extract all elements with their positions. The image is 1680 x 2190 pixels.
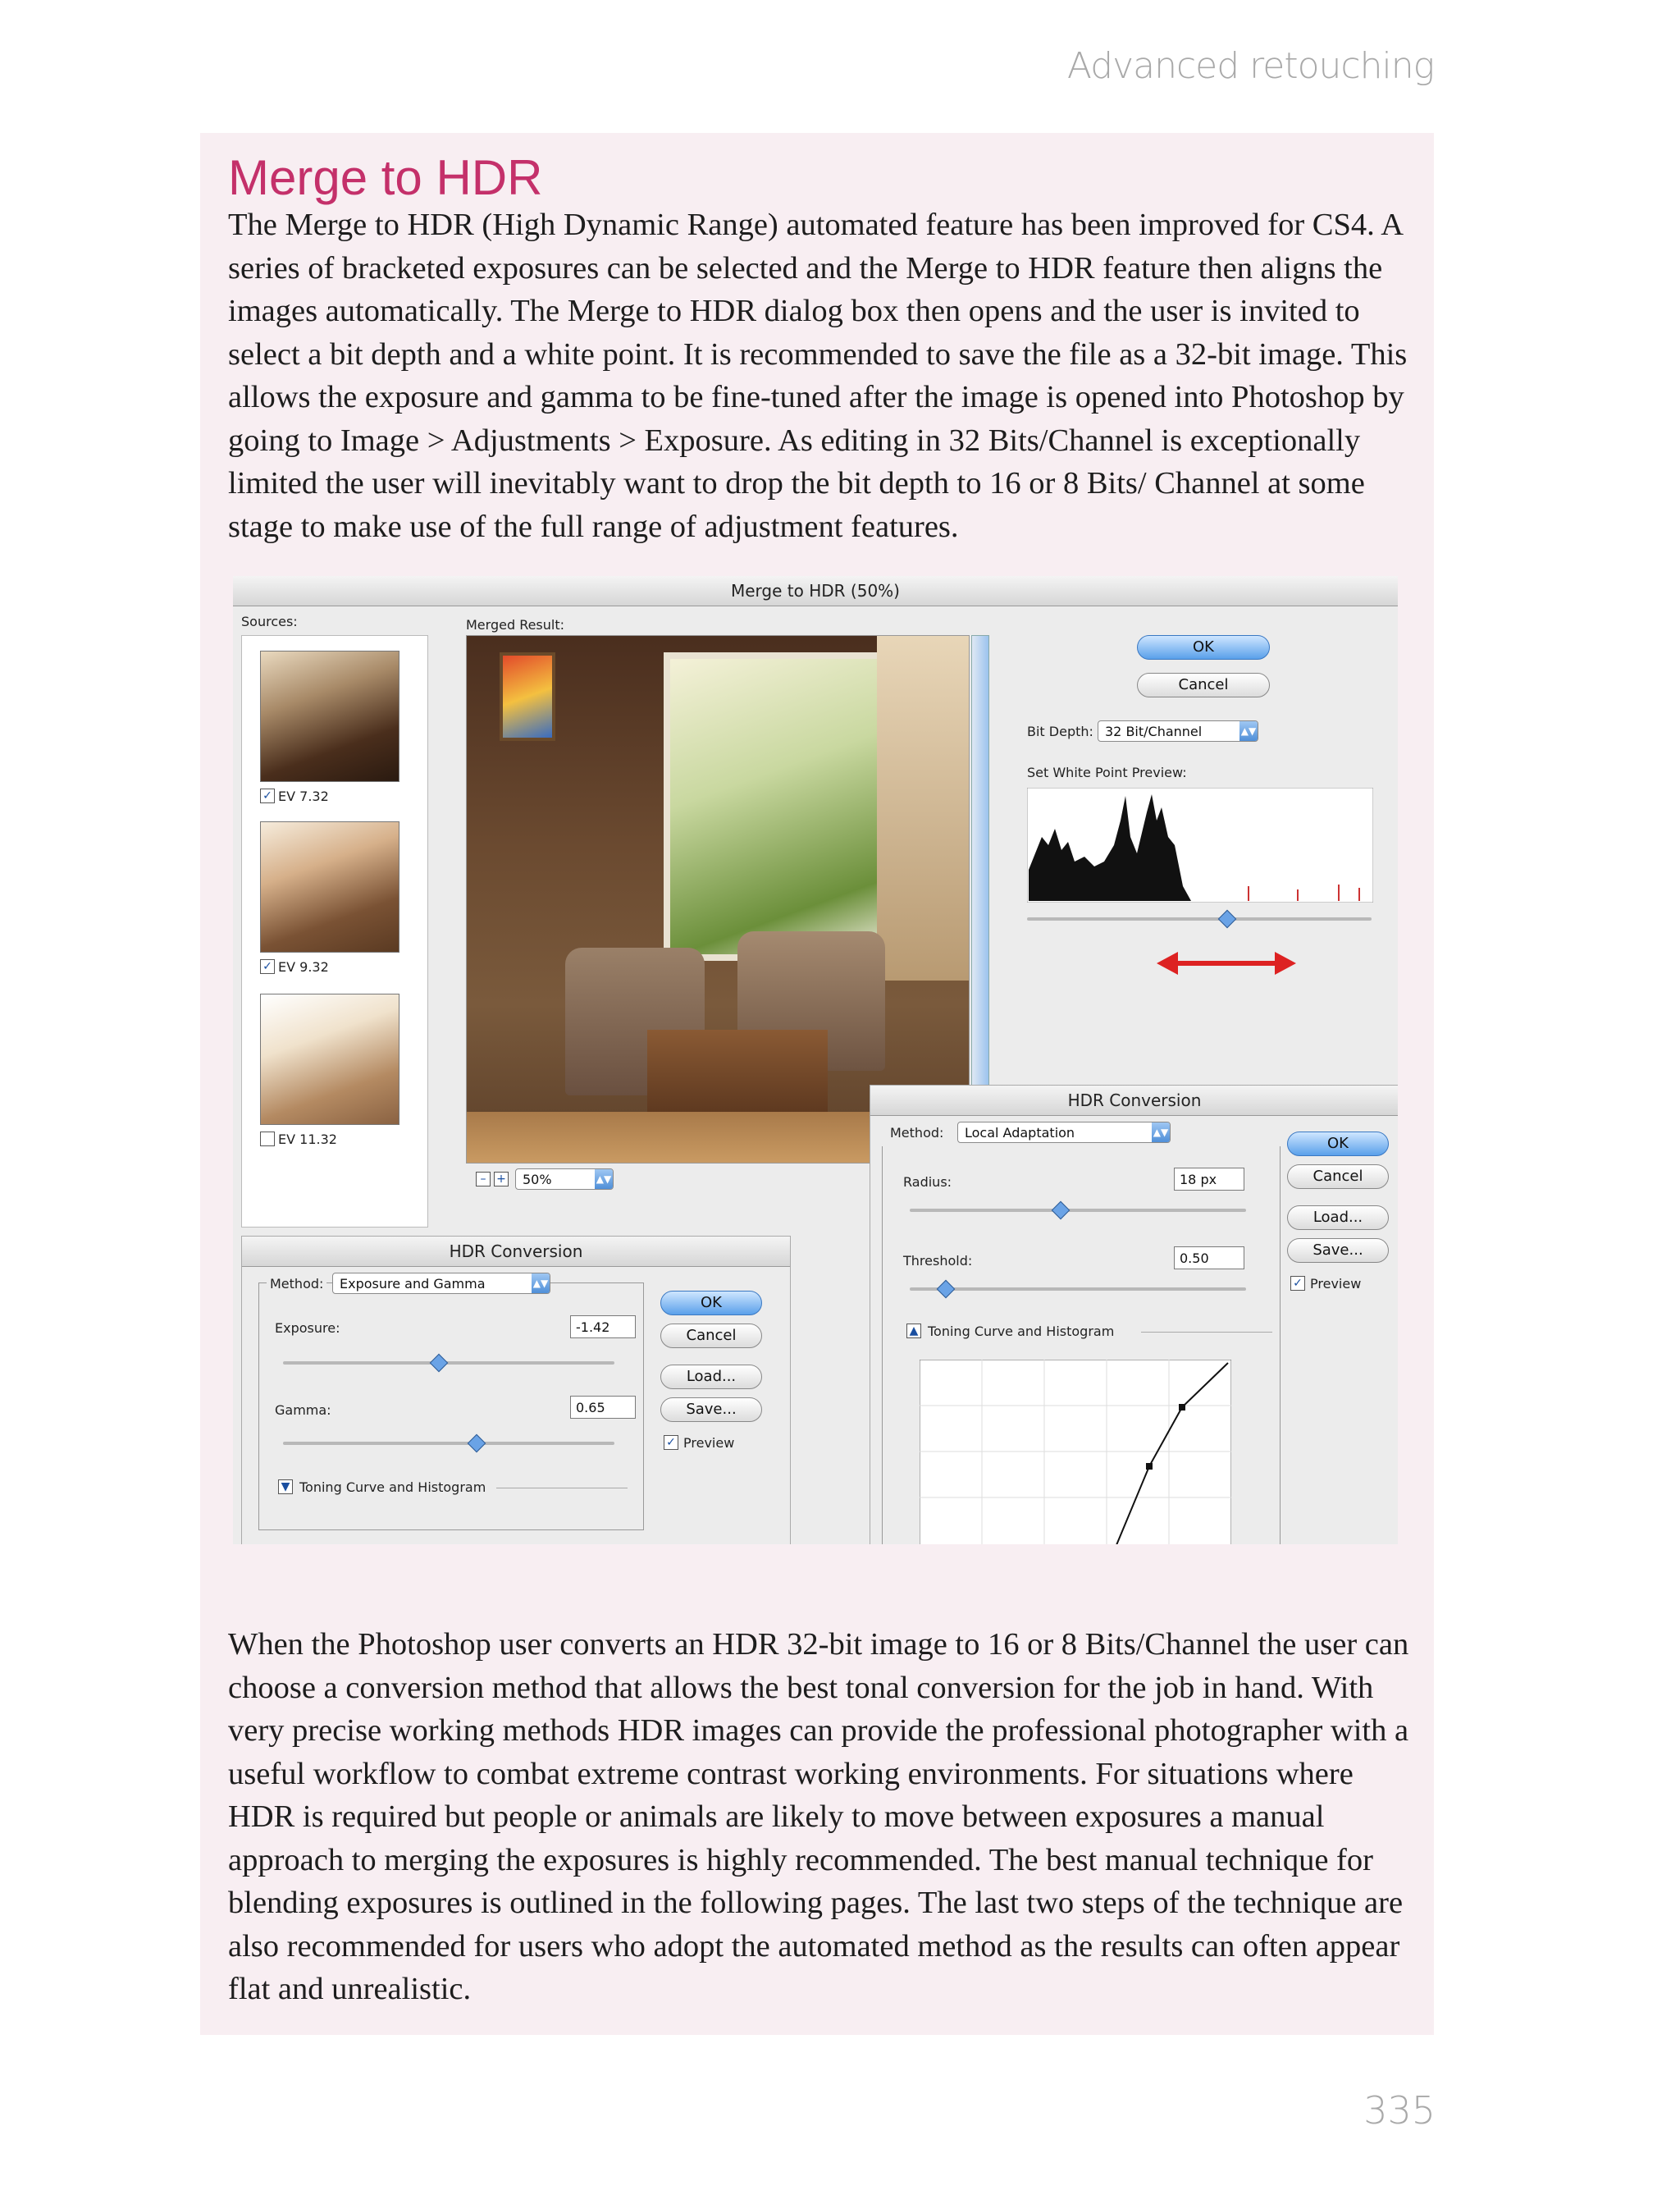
preview-label: Preview [1310,1276,1362,1292]
source-label: EV 7.32 [278,789,329,804]
threshold-label: Threshold: [903,1253,973,1269]
threshold-slider[interactable] [910,1287,1246,1291]
toning-label: Toning Curve and Histogram [928,1324,1115,1339]
preview-checkbox[interactable]: ✓ [1290,1276,1305,1291]
bit-depth-value: 32 Bit/Channel [1105,724,1203,739]
page-number: 335 [1363,2088,1436,2133]
preview-label: Preview [683,1435,735,1451]
sources-list[interactable] [241,635,428,1228]
exposure-field[interactable]: -1.42 [570,1315,636,1338]
zoom-in-icon[interactable]: + [494,1172,509,1186]
source-label: EV 11.32 [278,1132,337,1147]
load-button[interactable]: Load... [660,1365,762,1389]
save-button[interactable]: Save... [1287,1238,1389,1263]
dropdown-arrow-icon: ▲▼ [532,1273,550,1293]
sidebar-panel [200,133,1434,2035]
bit-depth-label: Bit Depth: [1027,724,1093,739]
white-point-label: Set White Point Preview: [1027,765,1187,780]
method-value: Local Adaptation [965,1125,1075,1141]
radius-label: Radius: [903,1174,952,1190]
bit-depth-select[interactable] [1098,720,1258,742]
hdr-left-title: HDR Conversion [242,1237,790,1267]
source-thumbnail[interactable] [260,821,399,953]
load-button[interactable]: Load... [1287,1205,1389,1230]
toning-divider [1141,1332,1272,1333]
toning-label: Toning Curve and Histogram [299,1479,486,1495]
checkbox-icon[interactable] [260,1132,275,1146]
article-title: Merge to HDR [228,150,543,205]
dropdown-arrow-icon: ▲▼ [1239,721,1258,741]
body-paragraph: When the Photoshop user converts an HDR 32-bit image to 16 or 8 Bits/Channel the user can choose a conversion method that allows the best tonal conversion for the job in hand. With very precise working methods HDR images can provide the professional photographer with a useful workflow to combat extreme contrast working environments. For situations where HDR is required but people or animals are likely to move between exposures a manual approach to merging the exposures is highly recommended. The best manual technique for blending exposures is outlined in the following pages. The last two steps of the technique are also recommended for users who adopt the automated method as the results can often appear flat and unrealistic. [228,1627,1409,2006]
screenshot-figure [233,576,1398,1544]
wall-panel [877,636,969,981]
checkbox-icon[interactable]: ✓ [260,789,275,803]
merged-result-label: Merged Result: [466,617,565,633]
gamma-field[interactable]: 0.65 [570,1396,636,1419]
white-point-thumb[interactable] [1218,910,1237,929]
exposure-label: Exposure: [275,1320,340,1336]
zoom-out-icon[interactable]: – [476,1172,491,1186]
dropdown-arrow-icon: ▲▼ [1152,1122,1170,1142]
radius-field[interactable]: 18 px [1174,1168,1244,1191]
gamma-label: Gamma: [275,1402,331,1418]
ok-button[interactable]: OK [1287,1132,1389,1156]
cancel-button[interactable]: Cancel [660,1324,762,1348]
source-thumbnail[interactable] [260,651,399,782]
running-header: Advanced retouching [1066,45,1434,87]
exposure-slider[interactable] [283,1361,614,1365]
white-point-histogram [1027,788,1373,903]
merge-dialog-title: Merge to HDR (50%) [233,576,1398,606]
source-thumbnail[interactable] [260,994,399,1125]
ok-button[interactable]: OK [660,1291,762,1315]
dropdown-arrow-icon: ▲▼ [595,1169,613,1189]
coffee-table [647,1030,828,1120]
method-label: Method: [890,1125,944,1141]
white-point-slider[interactable] [1027,917,1372,921]
painting [500,652,555,741]
method-select[interactable] [332,1273,550,1294]
preview-checkbox[interactable]: ✓ [664,1435,678,1450]
sources-label: Sources: [241,614,298,629]
gamma-slider[interactable] [283,1442,614,1445]
cancel-button[interactable]: Cancel [1287,1164,1389,1189]
hdr-conversion-dialog-local [870,1085,1398,1544]
save-button[interactable]: Save... [660,1397,762,1422]
toning-curve[interactable] [920,1360,1231,1544]
zoom-controls[interactable] [476,1168,623,1190]
method-select[interactable] [957,1122,1171,1143]
method-label: Method: [267,1276,326,1292]
radius-slider[interactable] [910,1209,1246,1212]
method-value: Exposure and Gamma [340,1276,486,1292]
window-light [664,652,890,961]
zoom-select[interactable] [515,1168,614,1190]
threshold-field[interactable]: 0.50 [1174,1246,1244,1269]
checkbox-icon[interactable]: ✓ [260,959,275,974]
disclosure-triangle-icon[interactable]: ▼ [278,1479,293,1494]
cancel-button[interactable]: Cancel [1137,673,1270,697]
hdr-conversion-dialog-exposure [241,1236,791,1544]
ok-button[interactable]: OK [1137,635,1270,660]
disclosure-triangle-icon[interactable]: ▲ [906,1324,921,1338]
source-label: EV 9.32 [278,959,329,975]
zoom-value: 50% [523,1172,552,1187]
double-arrow-icon [1157,947,1296,980]
intro-paragraph: The Merge to HDR (High Dynamic Range) automated feature has been improved for CS4. A series of bracketed exposures can be selected and the Merge to HDR feature then aligns the images automatically. The Merge to HDR dialog box then opens and the user is invited to select a bit depth and a white point. It is recommended to save the file as a 32-bit image. This allows the exposure and gamma to be fine-tuned after the image is opened into Photoshop by going to Image > Adjustments > Exposure. As editing in 32 Bits/Channel is exceptionally limited the user will inevitably want to drop the bit depth to 16 or 8 Bits/ Channel at some stage to make use of the full range of adjustment features. [228,208,1408,544]
hdr-right-title: HDR Conversion [870,1086,1398,1116]
